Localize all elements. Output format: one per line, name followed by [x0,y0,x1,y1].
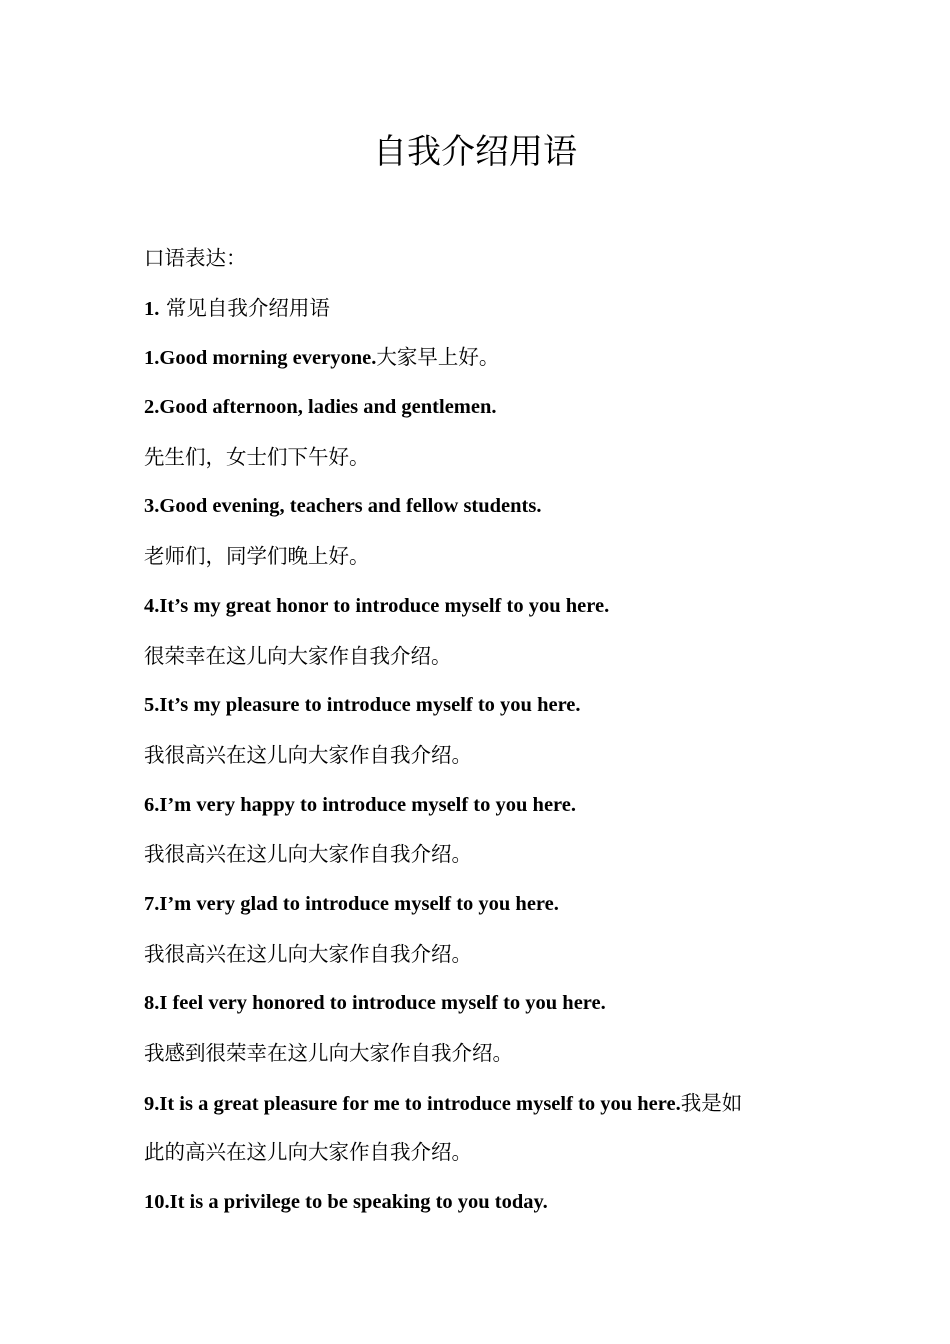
phrase-translation-4: 很荣幸在这儿向大家作自我介绍。 [144,643,452,668]
phrase-translation-3: 老师们，同学们晚上好。 [144,544,370,569]
phrase-line-3: 3.Good evening, teachers and fellow students. [144,495,542,518]
phrase-line-6: 6.I’m very happy to introduce myself to you here. [144,793,576,816]
phrase-translation-7: 我很高兴在这儿向大家作自我介绍。 [144,941,472,966]
phrase-translation-8: 我感到很荣幸在这儿向大家作自我介绍。 [144,1041,513,1065]
document-title: 自我介绍用语 [373,132,577,172]
phrase-english: 9.It is a great pleasure for me to introduce myself to you here. [144,1092,681,1115]
phrase-translation-2: 先生们，女士们下午好。 [144,444,370,469]
phrase-translation-6: 我很高兴在这儿向大家作自我介绍。 [144,842,472,867]
phrase-line-8: 8.I feel very honored to introduce myself to you here. [144,992,606,1015]
phrase-line-1 [144,333,814,383]
section-label: 口语表达： [144,246,247,270]
phrase-chinese: 大家早上好。 [376,345,500,370]
phrase-english: 1.Good morning everyone. [144,347,377,370]
phrase-line-4: 4.It’s my great honor to introduce myself to you here. [144,594,610,617]
phrase-line-10: 10.It is a privilege to be speaking to you today. [144,1191,548,1214]
document-body [144,234,814,1228]
heading-number: 1. [144,297,160,320]
phrase-chinese-inline: 我是如 [680,1090,743,1115]
phrase-line-9 [144,1079,814,1129]
heading-text: 常见自我介绍用语 [159,295,330,320]
phrase-line-2: 2.Good afternoon, ladies and gentlemen. [144,396,497,419]
phrase-line-5: 5.It’s my pleasure to introduce myself to you here. [144,694,581,717]
section-heading [144,284,814,334]
phrase-translation-9: 此的高兴在这儿向大家作自我介绍。 [144,1140,472,1165]
phrase-translation-5: 我很高兴在这儿向大家作自我介绍。 [144,742,472,767]
phrase-line-7: 7.I’m very glad to introduce myself to you here. [144,892,559,915]
